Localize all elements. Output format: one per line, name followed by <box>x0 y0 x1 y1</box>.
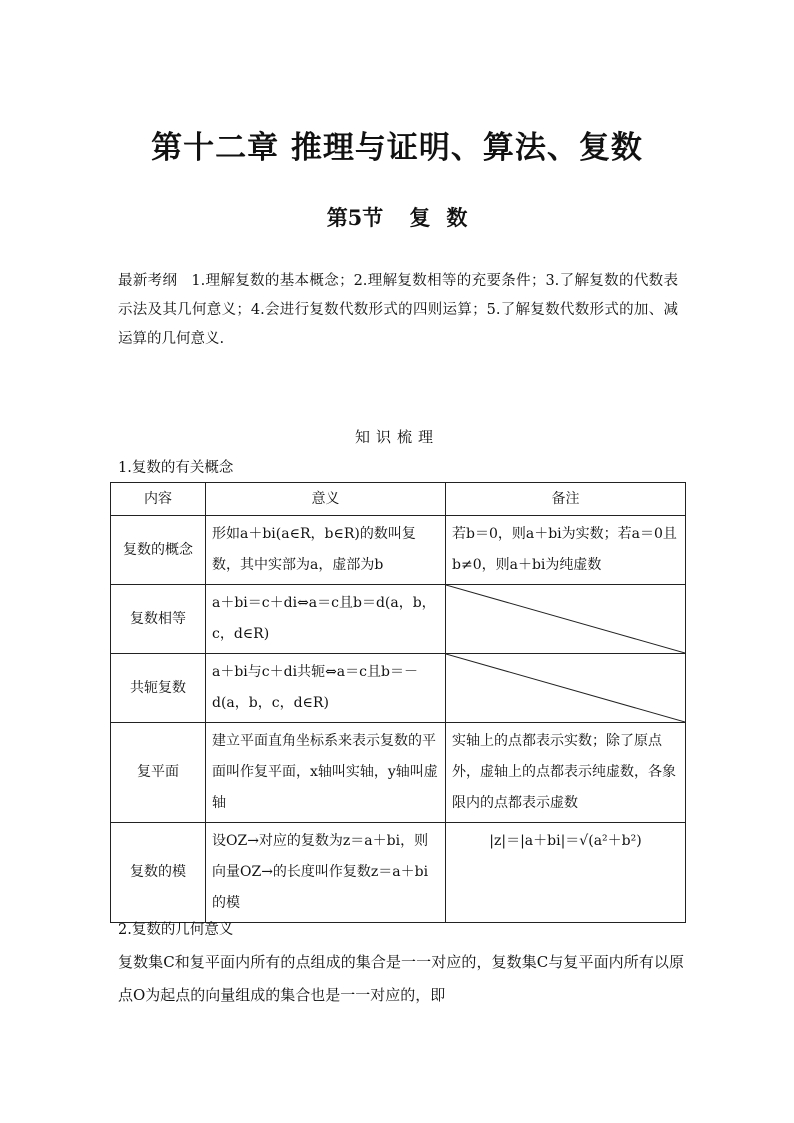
subheading-geometric-meaning: 2.复数的几何意义 <box>118 922 234 938</box>
table-cell-meaning: a＋bi＝c＋di⇔a＝c且b＝d(a，b，c，d∈R) <box>206 585 446 654</box>
table-header-cell: 备注 <box>446 483 686 516</box>
concepts-table <box>110 482 686 923</box>
diagonal-strike <box>446 585 685 653</box>
table-cell-meaning: 设OZ→对应的复数为z＝a＋bi，则向量OZ→的长度叫作复数z＝a＋bi的模 <box>206 823 446 923</box>
table-cell-empty <box>446 585 686 654</box>
table-cell-content: 复数的概念 <box>111 516 206 585</box>
syllabus-label: 最新考纲 <box>118 273 178 289</box>
section-title-char-2: 数 <box>446 205 468 230</box>
table-row <box>111 516 686 585</box>
table-header-row <box>111 483 686 516</box>
table-cell-note: 若b＝0，则a＋bi为实数；若a＝0且b≠0，则a＋bi为纯虚数 <box>446 516 686 585</box>
table-cell-content: 共轭复数 <box>111 654 206 723</box>
table-cell-note: 实轴上的点都表示实数；除了原点外，虚轴上的点都表示纯虚数，各象限内的点都表示虚数 <box>446 723 686 823</box>
table-header-cell: 意义 <box>206 483 446 516</box>
section-title-char-1: 复 <box>409 205 431 230</box>
syllabus-text: 1.理解复数的基本概念；2.理解复数相等的充要条件；3.了解复数的代数表示法及其几何意义；4.会进行复数代数形式的四则运算；5.了解复数代数形式的加、减运算的几何意义. <box>118 273 678 347</box>
diagonal-strike <box>446 654 685 722</box>
table-cell-meaning: 形如a＋bi(a∈R，b∈R)的数叫复数，其中实部为a，虚部为b <box>206 516 446 585</box>
table-cell-empty <box>446 654 686 723</box>
table-cell-note: |z|＝|a＋bi|＝√(a²＋b²) <box>446 823 686 923</box>
table-row <box>111 723 686 823</box>
body-paragraph: 复数集C和复平面内所有的点组成的集合是一一对应的，复数集C与复平面内所有以原点O为起点的向量组成的集合也是一一对应的，即 <box>118 953 684 1004</box>
table-cell-content: 复平面 <box>111 723 206 823</box>
table-cell-meaning: a＋bi与c＋di共轭⇔a＝c且b＝－d(a，b，c，d∈R) <box>206 654 446 723</box>
table-cell-content: 复数的模 <box>111 823 206 923</box>
subheading-concepts: 1.复数的有关概念 <box>118 460 234 476</box>
table-cell-content: 复数相等 <box>111 585 206 654</box>
chapter-title: 第十二章 推理与证明、算法、复数 <box>151 130 643 166</box>
table-row <box>111 585 686 654</box>
section-label: 第5节 <box>326 205 384 230</box>
table-header-cell: 内容 <box>111 483 206 516</box>
knowledge-review-heading: 知识梳理 <box>354 428 439 446</box>
table-row <box>111 823 686 923</box>
table-row <box>111 654 686 723</box>
section-title <box>0 202 794 232</box>
table-cell-meaning: 建立平面直角坐标系来表示复数的平面叫作复平面，x轴叫实轴，y轴叫虚轴 <box>206 723 446 823</box>
syllabus-block <box>118 267 678 354</box>
